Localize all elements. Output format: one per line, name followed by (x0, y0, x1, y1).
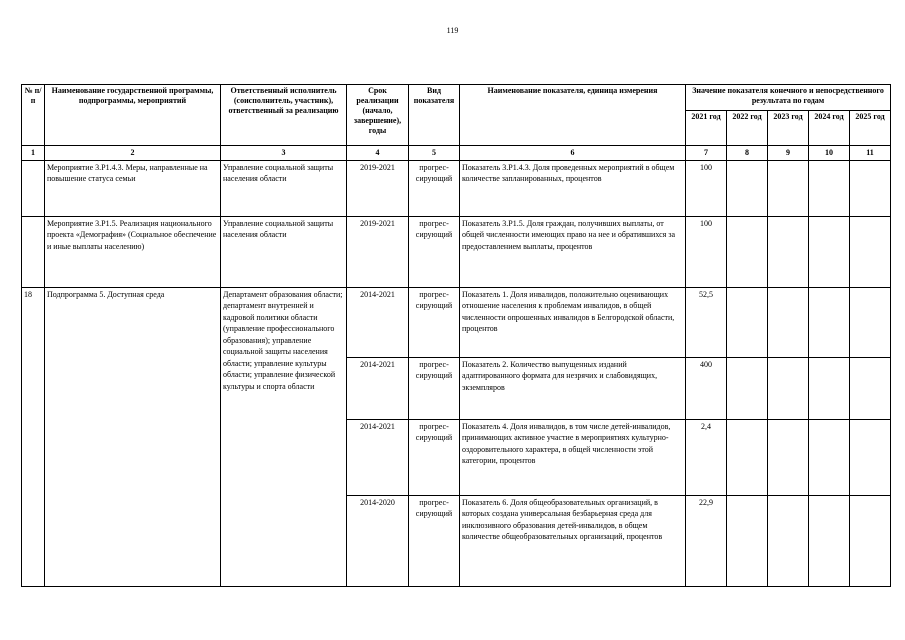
value-2025 (850, 495, 891, 586)
value-2025 (850, 419, 891, 495)
header-col-values: Значение показателя конечного и непосредственного результата по годам (686, 85, 891, 111)
indicator-kind: прогрес-сирующий (409, 287, 460, 357)
value-2024 (809, 216, 850, 287)
executor: Департамент образования области; департамент внутренней и кадровой политики области (управление профессионального образования); управление социальной защиты населения области; управление культуры области; управление физической культуры и спорта области (221, 287, 347, 586)
value-2023 (768, 287, 809, 357)
period: 2019-2021 (347, 160, 409, 216)
header-col-kind: Вид показателя (409, 85, 460, 146)
subprogram-name: Подпрограмма 5. Доступная среда (45, 287, 221, 586)
indicator-kind: прогрес-сирующий (409, 495, 460, 586)
column-number: 11 (850, 146, 891, 161)
column-number: 10 (809, 146, 850, 161)
indicator-name: Показатель 4. Доля инвалидов, в том числе детей-инвалидов, принимающих активное участие в мероприятиях культурно-оздоровительного характера, в общей численности этой категории, процентов (460, 419, 686, 495)
value-2025 (850, 216, 891, 287)
indicator-name: Показатель 1. Доля инвалидов, положительно оценивающих отношение населения к проблемам инвалидов, в общей численности опрошенных инвалидов в Белгородской области, процентов (460, 287, 686, 357)
header-year-2025: 2025 год (850, 111, 891, 146)
row-number (22, 160, 45, 216)
table-row (22, 160, 891, 216)
value-2022 (727, 495, 768, 586)
table-row (22, 216, 891, 287)
header-col-name: Наименование государственной программы, подпрограммы, мероприятий (45, 85, 221, 146)
header-year-2022: 2022 год (727, 111, 768, 146)
column-number: 6 (460, 146, 686, 161)
value-2021: 52,5 (686, 287, 727, 357)
value-2023 (768, 357, 809, 419)
value-2022 (727, 287, 768, 357)
indicator-kind: прогрес-сирующий (409, 160, 460, 216)
column-number: 9 (768, 146, 809, 161)
indicator-kind: прогрес-сирующий (409, 216, 460, 287)
row-number: 18 (22, 287, 45, 586)
value-2024 (809, 357, 850, 419)
value-2021: 100 (686, 160, 727, 216)
period: 2019-2021 (347, 216, 409, 287)
header-year-2024: 2024 год (809, 111, 850, 146)
value-2021: 400 (686, 357, 727, 419)
activity-name: Мероприятие 3.Р1.4.3. Меры, направленные на повышение статуса семьи (45, 160, 221, 216)
header-year-2023: 2023 год (768, 111, 809, 146)
value-2023 (768, 419, 809, 495)
value-2021: 22,9 (686, 495, 727, 586)
value-2024 (809, 495, 850, 586)
value-2025 (850, 160, 891, 216)
column-number: 1 (22, 146, 45, 161)
executor: Управление социальной защиты населения области (221, 160, 347, 216)
value-2025 (850, 357, 891, 419)
period: 2014-2021 (347, 357, 409, 419)
indicator-name: Показатель 3.Р1.5. Доля граждан, получивших выплаты, от общей численности имеющих право на нее и обратившихся за предоставлением выплаты, процентов (460, 216, 686, 287)
value-2022 (727, 160, 768, 216)
column-number: 4 (347, 146, 409, 161)
period: 2014-2021 (347, 287, 409, 357)
period: 2014-2021 (347, 419, 409, 495)
header-year-2021: 2021 год (686, 111, 727, 146)
value-2021: 2,4 (686, 419, 727, 495)
column-number: 8 (727, 146, 768, 161)
table-row (22, 287, 891, 357)
value-2022 (727, 216, 768, 287)
program-indicators-table (21, 84, 891, 587)
value-2025 (850, 287, 891, 357)
value-2023 (768, 495, 809, 586)
value-2022 (727, 357, 768, 419)
indicator-name: Показатель 3.Р1.4.3. Доля проведенных мероприятий в общем количестве запланированных, процентов (460, 160, 686, 216)
column-number: 5 (409, 146, 460, 161)
indicator-kind: прогрес-сирующий (409, 419, 460, 495)
page-number: 119 (446, 26, 459, 35)
value-2024 (809, 160, 850, 216)
value-2024 (809, 287, 850, 357)
activity-name: Мероприятие 3.Р1.5. Реализация национального проекта «Демография» (Социальное обеспечение и иные выплаты населению) (45, 216, 221, 287)
period: 2014-2020 (347, 495, 409, 586)
header-col-executor: Ответственный исполнитель (соисполнитель, участник), ответственный за реализацию (221, 85, 347, 146)
header-col-indicator: Наименование показателя, единица измерения (460, 85, 686, 146)
column-number: 3 (221, 146, 347, 161)
indicator-name: Показатель 6. Доля общеобразовательных организаций, в которых создана универсальная безбарьерная среда для инклюзивного образования детей-инвалидов, в общем количестве общеобразовательных организаций, процентов (460, 495, 686, 586)
value-2022 (727, 419, 768, 495)
value-2021: 100 (686, 216, 727, 287)
value-2023 (768, 160, 809, 216)
column-number: 2 (45, 146, 221, 161)
value-2023 (768, 216, 809, 287)
executor: Управление социальной защиты населения области (221, 216, 347, 287)
row-number (22, 216, 45, 287)
indicator-kind: прогрес-сирующий (409, 357, 460, 419)
value-2024 (809, 419, 850, 495)
indicator-name: Показатель 2. Количество выпущенных изданий адаптированного формата для незрячих и слабовидящих, экземпляров (460, 357, 686, 419)
header-col-num: № п/п (22, 85, 45, 146)
column-number: 7 (686, 146, 727, 161)
header-col-period: Срок реализации (начало, завершение), годы (347, 85, 409, 146)
